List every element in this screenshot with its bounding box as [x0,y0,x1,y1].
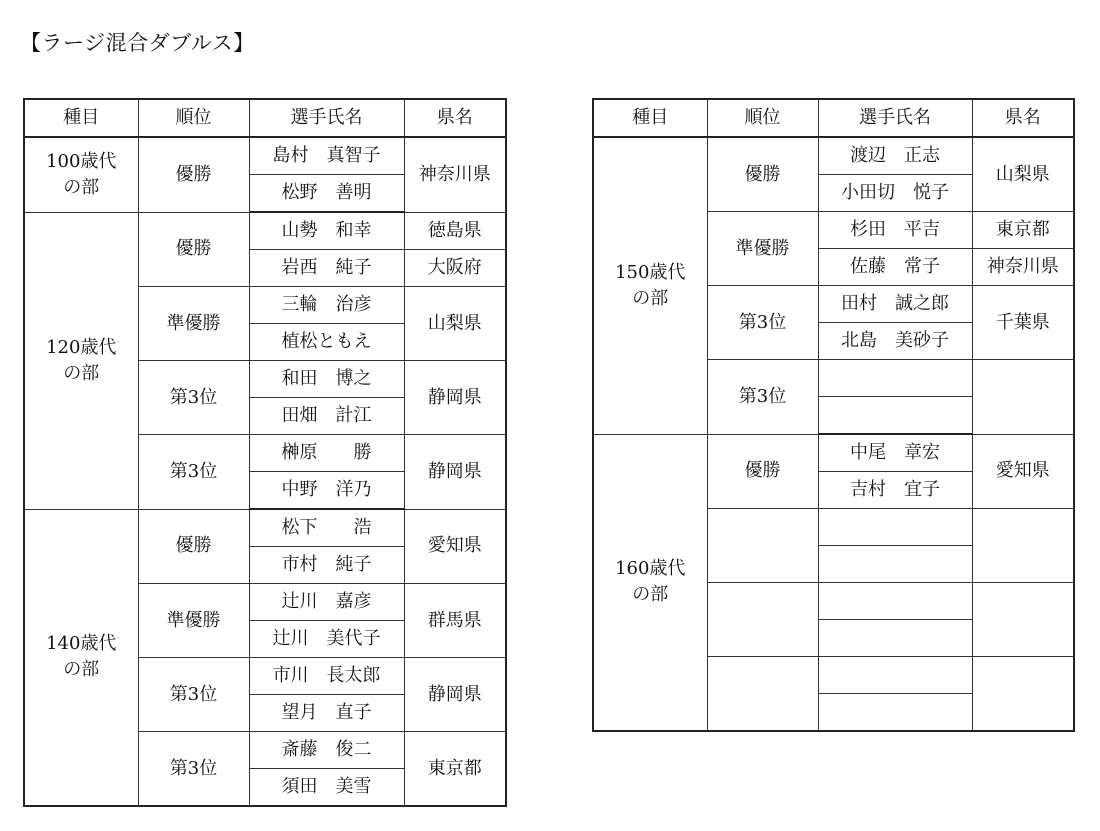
header-player: 選手氏名 [818,99,972,137]
rank-cell: 優勝 [707,434,818,509]
header-prefecture: 県名 [404,99,506,137]
player-name [818,583,972,620]
prefecture-cell: 神奈川県 [404,137,506,212]
player-name: 植松ともえ [249,324,404,361]
player-name: 斎藤 俊二 [249,732,404,769]
event-cell [593,434,707,731]
rank-cell: 第3位 [138,658,249,732]
player-name [818,360,972,397]
player-name: 吉村 宜子 [818,472,972,509]
table-body-right [593,137,1074,731]
prefecture-cell: 神奈川県 [972,249,1074,286]
player-name: 北島 美砂子 [818,323,972,360]
player-name: 佐藤 常子 [818,249,972,286]
rank-cell: 第3位 [138,732,249,807]
table-row [593,137,1074,175]
player-name: 島村 真智子 [249,137,404,175]
header-row [24,99,506,137]
player-name [818,694,972,732]
rank-cell: 第3位 [138,435,249,510]
prefecture-cell: 群馬県 [404,584,506,658]
rank-cell [707,657,818,732]
rank-cell: 準優勝 [138,584,249,658]
player-name: 小田切 悦子 [818,175,972,212]
player-name: 榊原 勝 [249,435,404,472]
header-event: 種目 [593,99,707,137]
player-name: 松下 浩 [249,509,404,547]
prefecture-cell: 愛知県 [972,434,1074,509]
prefecture-cell: 東京都 [972,212,1074,249]
header-rank: 順位 [707,99,818,137]
prefecture-cell: 静岡県 [404,658,506,732]
player-name [818,546,972,583]
table-row [24,212,506,250]
player-name: 須田 美雪 [249,769,404,807]
header-rank: 順位 [138,99,249,137]
results-table-right [592,98,1075,732]
prefecture-cell: 徳島県 [404,212,506,250]
player-name: 岩西 純子 [249,250,404,287]
event-cell [24,212,138,509]
event-cell [593,137,707,434]
rank-cell: 準優勝 [138,287,249,361]
player-name: 和田 博之 [249,361,404,398]
player-name: 市川 長太郎 [249,658,404,695]
player-name: 辻川 美代子 [249,621,404,658]
rank-cell: 優勝 [707,137,818,212]
rank-cell [707,509,818,583]
event-label: 140歳代 の部 [46,633,117,681]
player-name: 望月 直子 [249,695,404,732]
rank-cell: 優勝 [138,212,249,287]
prefecture-cell: 静岡県 [404,361,506,435]
player-name [818,657,972,694]
player-name: 市村 純子 [249,547,404,584]
prefecture-cell: 愛知県 [404,509,506,584]
prefecture-cell: 山梨県 [404,287,506,361]
rank-cell [707,583,818,657]
page-title: 【ラージ混合ダブルス】 [20,31,255,55]
player-name: 山勢 和幸 [249,212,404,250]
header-player: 選手氏名 [249,99,404,137]
prefecture-cell: 静岡県 [404,435,506,510]
rank-cell: 第3位 [707,286,818,360]
event-cell [24,137,138,212]
rank-cell: 第3位 [138,361,249,435]
table-row [593,434,1074,472]
event-label: 120歳代 の部 [46,336,117,384]
player-name: 辻川 嘉彦 [249,584,404,621]
rank-cell: 優勝 [138,509,249,584]
player-name [818,509,972,546]
player-name [818,397,972,435]
player-name: 三輪 治彦 [249,287,404,324]
prefecture-cell [972,509,1074,583]
results-table-left [23,98,507,807]
table-body-left [24,137,506,806]
player-name: 中野 洋乃 [249,472,404,510]
event-label: 160歳代 の部 [615,558,686,606]
prefecture-cell [972,360,1074,435]
event-cell [24,509,138,806]
prefecture-cell [972,583,1074,657]
header-prefecture: 県名 [972,99,1074,137]
player-name: 杉田 平吉 [818,212,972,249]
event-label: 100歳代 の部 [46,150,117,198]
player-name: 田村 誠之郎 [818,286,972,323]
player-name: 松野 善明 [249,175,404,213]
header-row [593,99,1074,137]
table-row [24,137,506,175]
player-name: 中尾 章宏 [818,434,972,472]
rank-cell: 準優勝 [707,212,818,286]
player-name: 渡辺 正志 [818,137,972,175]
player-name: 田畑 計江 [249,398,404,435]
prefecture-cell: 東京都 [404,732,506,807]
rank-cell: 第3位 [707,360,818,435]
header-event: 種目 [24,99,138,137]
prefecture-cell [972,657,1074,732]
table-row [24,509,506,547]
prefecture-cell: 山梨県 [972,137,1074,212]
rank-cell: 優勝 [138,137,249,212]
event-label: 150歳代 の部 [615,261,686,309]
prefecture-cell: 大阪府 [404,250,506,287]
player-name [818,620,972,657]
prefecture-cell: 千葉県 [972,286,1074,360]
